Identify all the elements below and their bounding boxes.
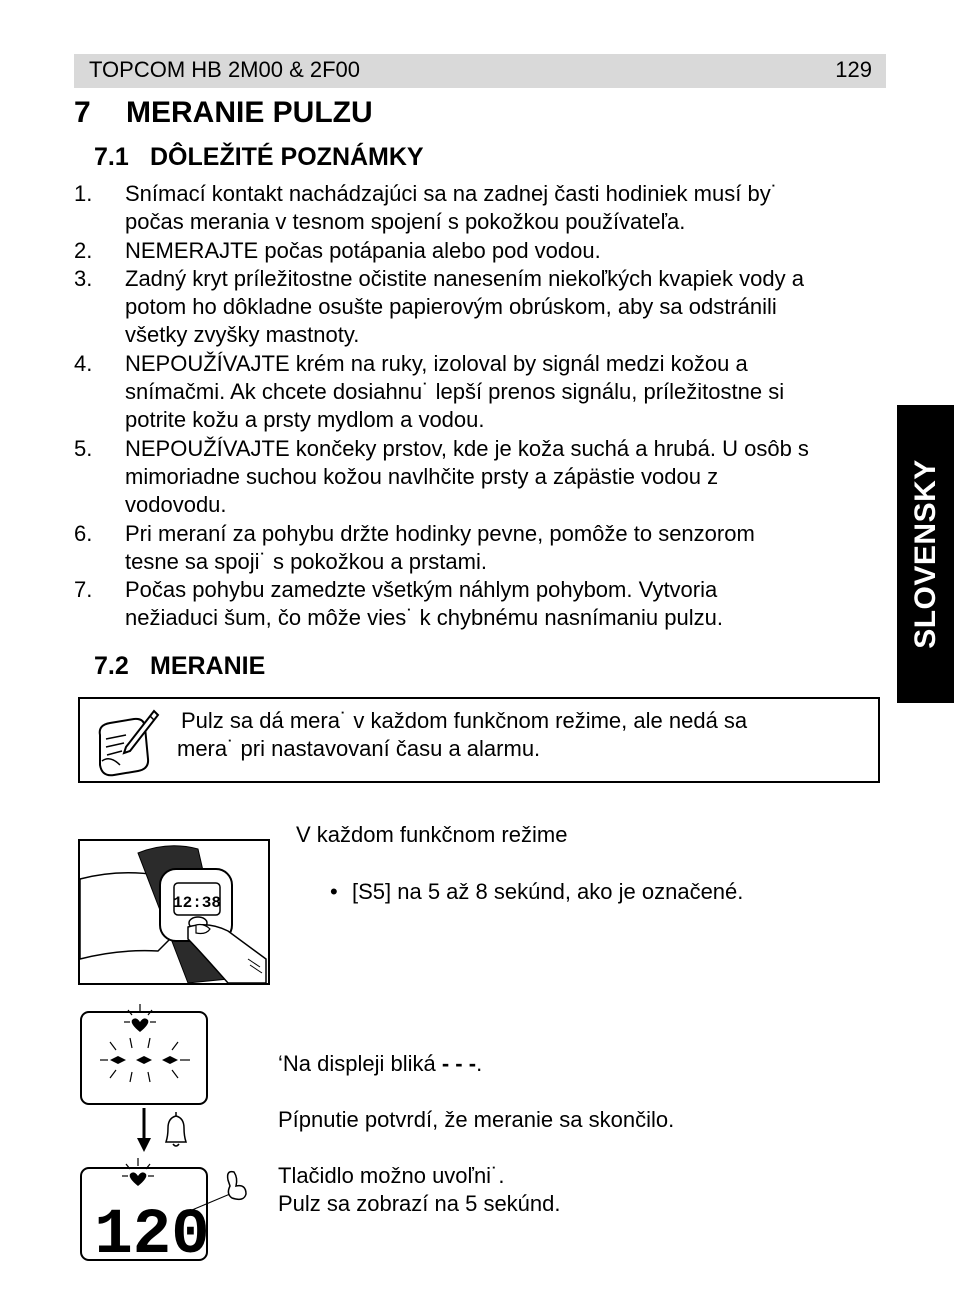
list-item: 3. Zadný kryt príležitostne očistite nanesením niekoľkých kvapiek vody a potom ho dôkladne osušte papierovým obrúskom, aby sa odstránili všetky zvyšky mastnoty. <box>74 265 804 348</box>
subsection-heading-measure <box>94 652 265 681</box>
list-item: 5. NEPOUŽÍVAJTE končeky prstov, kde je koža suchá a hrubá. U osôb s mimoriadne suchou kožou navlhčite prsty a zápästie vodou z vodovodu. <box>74 435 809 518</box>
step-beep: Pípnutie potvrdí, že meranie sa skončilo. <box>278 1107 675 1132</box>
hand-release-icon <box>228 1172 246 1200</box>
page-header <box>74 54 886 88</box>
list-item: 2. NEMERAJTE počas potápania alebo pod vodou. <box>74 237 601 263</box>
watch-time: 12:38 <box>172 894 222 912</box>
bell-icon <box>166 1112 186 1146</box>
section-heading <box>74 96 373 130</box>
list-item: 6. Pri meraní za pohybu držte hodinky pevne, pomôže to senzorom tesne sa spoji˙ s pokožkou a prstami. <box>74 520 755 574</box>
header-title: TOPCOM HB 2M00 & 2F00 <box>89 57 361 82</box>
pulse-value: 120 <box>94 1200 210 1262</box>
note-box <box>78 697 880 783</box>
arrow-bell-illustration <box>130 1106 200 1156</box>
section-title: MERANIE PULZU <box>126 96 373 129</box>
mode-text: V každom funkčnom režime <box>296 822 568 847</box>
page-number: 129 <box>835 57 872 82</box>
subsection-number: 7.1 <box>94 143 129 171</box>
step-release: Tlačidlo možno uvoľni˙. <box>278 1163 505 1188</box>
language-side-tab <box>897 405 954 703</box>
note-text: Pulz sa dá mera˙ v každom funkčnom režime, ale nedá sa mera˙ pri nastavovaní času a alarmu. <box>177 708 748 761</box>
list-item: 7. Počas pohybu zamedzte všetkým náhlym pohybom. Vytvoria nežiaduci šum, čo môže vies˙ k chybnému nasnímaniu pulzu. <box>74 577 723 631</box>
subsection-title: DÔLEŽITÉ POZNÁMKY <box>150 143 424 171</box>
bullet-item: • [S5] na 5 až 8 sekúnd, ako je označené. <box>330 879 744 904</box>
step-pulse: Pulz sa zobrazí na 5 sekúnd. <box>278 1191 561 1216</box>
list-item: 1. Snímací kontakt nachádzajúci sa na zadnej časti hodiniek musí by˙ počas merania v tesnom spojení s pokožkou používateľa. <box>74 181 779 235</box>
arrow-down-icon <box>137 1108 151 1152</box>
blinking-display-illustration <box>80 1002 208 1106</box>
step-blink: ‘Na displeji bliká - - -. <box>278 1051 483 1076</box>
notes-list <box>74 180 889 633</box>
watch-on-wrist-illustration <box>78 839 270 985</box>
section-number: 7 <box>74 96 91 129</box>
note-pencil-icon <box>90 705 160 779</box>
pulse-display-illustration <box>80 1156 250 1262</box>
subsection-heading-notes <box>94 143 424 172</box>
language-label: SLOVENSKY <box>908 459 942 649</box>
list-item: 4. NEPOUŽÍVAJTE krém na ruky, izoloval by signál medzi kožou a snímačmi. Ak chcete dosiahnu˙ lepší prenos signálu, príležitostne si potrite kožu a prsty mydlom a vodou. <box>74 350 785 433</box>
subsection-number: 7.2 <box>94 652 129 680</box>
subsection-title: MERANIE <box>150 652 266 680</box>
